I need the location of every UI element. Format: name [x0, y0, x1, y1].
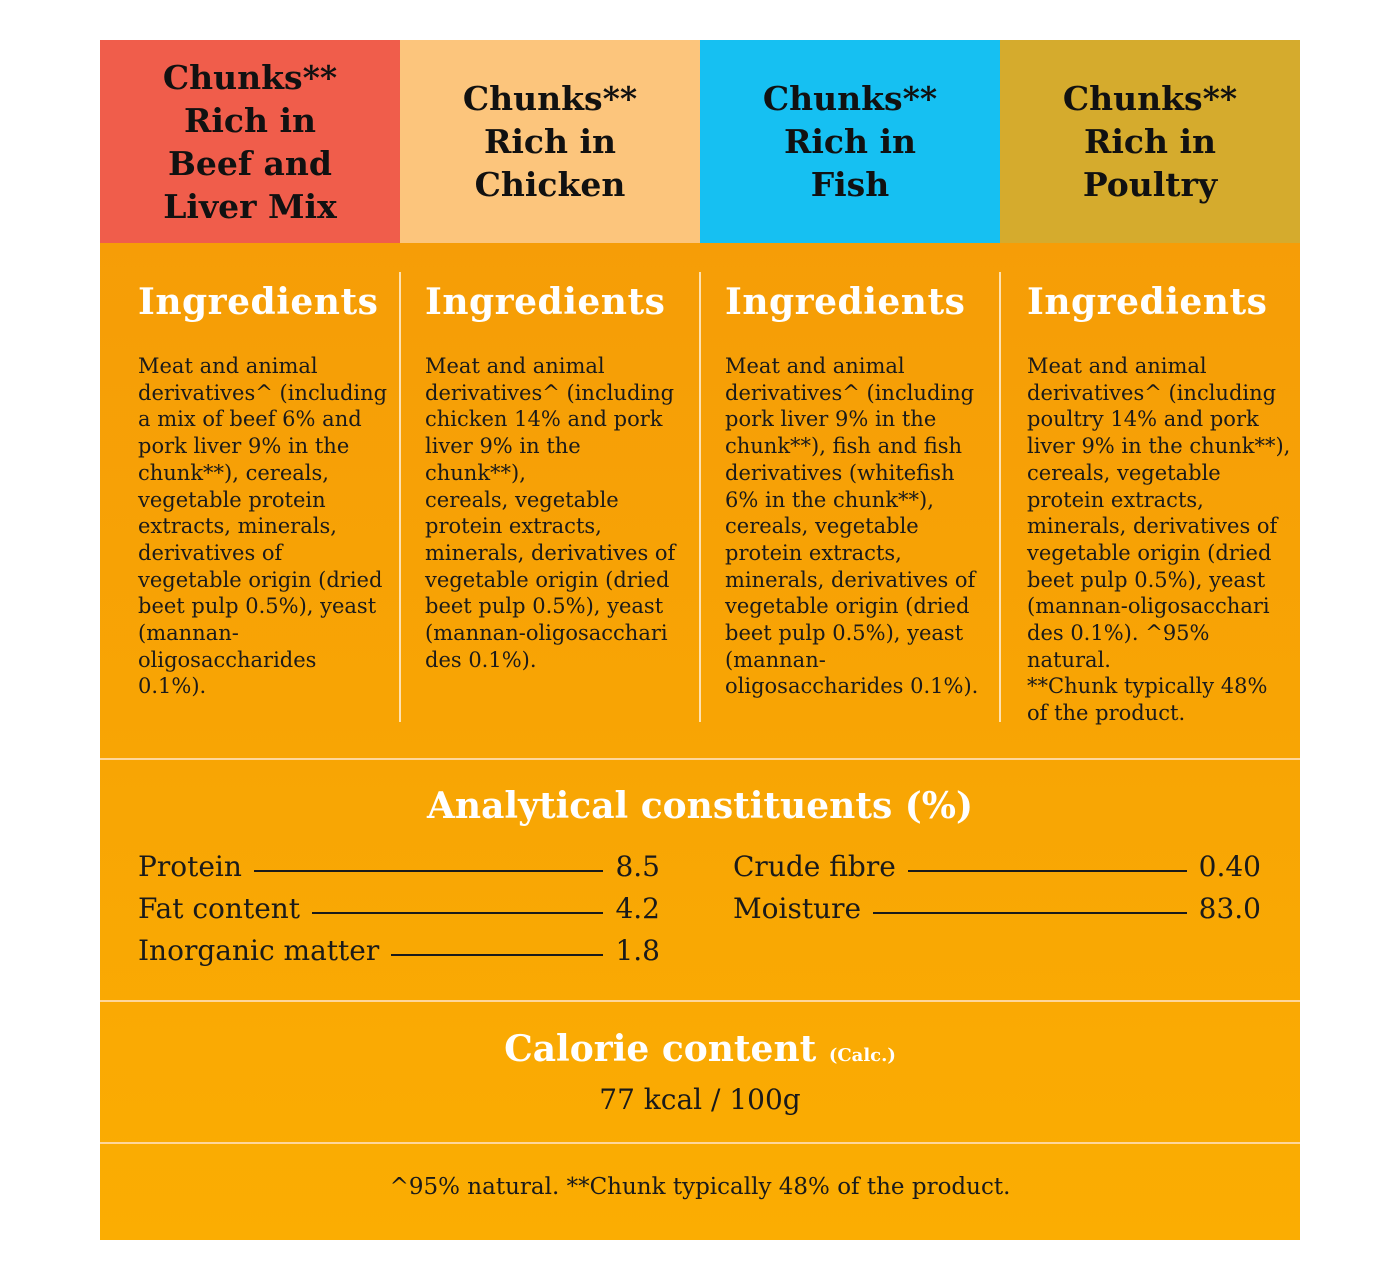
product-header-row — [100, 40, 1300, 243]
constituent-value: 1.8 — [615, 934, 660, 967]
ingredients-heading: Ingredients — [138, 281, 379, 323]
constituent-row-moisture — [733, 892, 1261, 925]
product-title: Chunks** Rich in Chicken — [462, 79, 638, 204]
column-divider — [399, 272, 401, 722]
constituent-row-inorganic — [138, 934, 660, 967]
constituent-value: 8.5 — [615, 850, 660, 883]
leader-line — [908, 870, 1187, 872]
ingredients-heading: Ingredients — [425, 281, 666, 323]
product-header-chicken — [400, 40, 700, 243]
product-header-fish — [700, 40, 1000, 243]
constituent-value: 0.40 — [1198, 850, 1261, 883]
constituent-label: Protein — [138, 850, 242, 883]
constituent-row-protein — [138, 850, 660, 883]
ingredients-column-poultry — [1027, 273, 1292, 726]
constituent-label: Moisture — [733, 892, 862, 925]
calorie-value: 77 kcal / 100g — [599, 1083, 801, 1116]
section-divider — [100, 1142, 1300, 1144]
constituent-label: Inorganic matter — [138, 934, 380, 967]
constituent-label: Fat content — [138, 892, 301, 925]
leader-line — [312, 912, 603, 914]
column-divider — [699, 272, 701, 722]
constituent-row-fat — [138, 892, 660, 925]
constituent-value: 83.0 — [1198, 892, 1261, 925]
nutrition-table — [100, 40, 1300, 1240]
calorie-title — [100, 1028, 1300, 1070]
leader-line — [254, 870, 604, 872]
ingredients-column-chicken — [425, 273, 685, 723]
product-title: Chunks** Rich in Poultry — [1062, 79, 1238, 204]
ingredients-text: Meat and animal derivatives^ (including poultry 14% and pork liver 9% in the chunk**), cereals, vegetable protein extracts, minerals, derivatives of vegetable origin (dried beet pulp 0.5%), yeast (mannan-oligosacchari des 0.1%). ^95% natural. **Chunk typically 48% of the product. — [1027, 354, 1291, 726]
leader-line — [873, 912, 1187, 914]
analytical-title: Analytical constituents (%) — [426, 785, 974, 827]
constituent-value: 4.2 — [615, 892, 660, 925]
ingredients-heading: Ingredients — [725, 281, 966, 323]
leader-line — [391, 954, 603, 956]
ingredients-column-beef-liver — [138, 273, 388, 723]
footnote: ^95% natural. **Chunk typically 48% of the product. — [389, 1174, 1011, 1200]
product-title: Chunks** Rich in Fish — [762, 79, 938, 204]
product-header-poultry — [1000, 40, 1300, 243]
ingredients-text: Meat and animal derivatives^ (including a mix of beef 6% and pork liver 9% in the chunk**), cereals, vegetable protein extracts, minerals, derivatives of vegetable origin (dried beet pulp 0.5%), yeast (mannan- oligosaccharides 0.1%). — [138, 354, 388, 699]
ingredients-text: Meat and animal derivatives^ (including chicken 14% and pork liver 9% in the chunk**), cereals, vegetable protein extracts, minerals, derivatives of vegetable origin (dried beet pulp 0.5%), yeast (mannan-oligosacchari des 0.1%). — [425, 354, 676, 672]
section-divider — [100, 1000, 1300, 1002]
section-divider — [100, 758, 1300, 760]
constituent-label: Crude fibre — [733, 850, 896, 883]
constituent-row-fibre — [733, 850, 1261, 883]
product-title: Chunks** Rich in Beef and Liver Mix — [162, 57, 338, 226]
calorie-calc-note: (Calc.) — [828, 1045, 896, 1066]
ingredients-heading: Ingredients — [1027, 281, 1268, 323]
ingredients-text: Meat and animal derivatives^ (including pork liver 9% in the chunk**), fish and fish derivatives (whitefish 6% in the chunk**), cereals, vegetable protein extracts, minerals, derivatives of vegetable origin (dried beet pulp 0.5%), yeast (mannan- oligosaccharides 0.1%). — [725, 354, 979, 699]
product-header-beef-liver — [100, 40, 400, 243]
column-divider — [999, 272, 1001, 722]
calorie-title-text: Calorie content — [504, 1028, 817, 1070]
ingredients-column-fish — [725, 273, 985, 723]
